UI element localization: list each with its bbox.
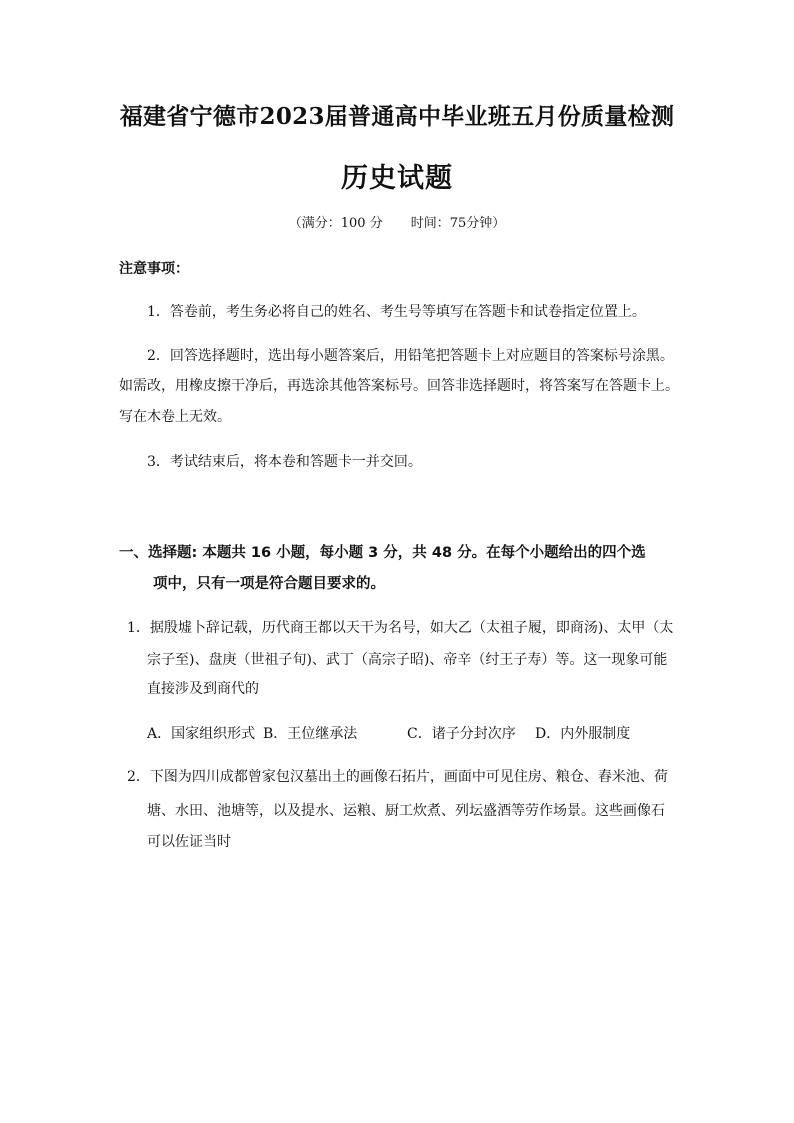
notice-item-2-line-2: 如需改，用橡皮擦干净后，再选涂其他答案标号。回答非选择题时，将答案写在答题卡上。 [119, 378, 679, 394]
notice-item-2-line-3: 写在木卷上无效。 [119, 409, 231, 425]
option-a: A．国家组织形式 [147, 726, 256, 742]
question-2-line-1: 2．下图为四川成都曾家包汉墓出土的画像石拓片，画面中可见住房、粮仓、舂米池、荷 [127, 769, 668, 785]
question-2-line-2: 塘、水田、池塘等，以及提水、运粮、厨工炊煮、列坛盛酒等劳作场景。这些画像石 [147, 803, 665, 819]
score-info: （满分：100 分 [288, 216, 383, 231]
notice-item-2-line-1: 2．回答选择题时，选出每小题答案后，用铅笔把答题卡上对应题目的答案标号涂黑。 [147, 348, 674, 364]
option-b: B．王位继承法 [263, 726, 358, 742]
section-heading-line-1: 一、选择题: 本题共 16 小题，每小题 3 分，共 48 分。在每个小题给出的四个选 [119, 545, 646, 561]
section-heading-line-2: 项中，只有一项是符合题目要求的。 [153, 576, 385, 592]
question-1-line-3: 直接涉及到商代的 [147, 681, 259, 697]
exam-title: 福建省宁德市2023届普通高中毕业班五月份质量检测 [119, 103, 675, 130]
notice-heading: 注意事项： [119, 261, 189, 277]
question-2-line-3: 可以佐证当时 [147, 834, 231, 850]
option-c: C．诸子分封次序 [407, 726, 516, 742]
exam-meta [0, 212, 794, 231]
question-1-line-1: 1．据殷墟卜辞记载，历代商王都以天干为名号，如大乙（太祖子履，即商汤)、太甲（太 [127, 620, 674, 636]
subject-title: 历史试题 [341, 163, 453, 194]
notice-item-3: 3．考试结束后，将本卷和答题卡一并交回。 [147, 454, 422, 470]
time-info: 时间：75分钟） [410, 216, 506, 231]
notice-item-1: 1．答卷前，考生务必将自己的姓名、考生号等填写在答题卡和试卷指定位置上。 [147, 304, 646, 320]
question-1-line-2: 宗子至)、盘庚（世祖子旬)、武丁（高宗子昭)、帝辛（纣王子寿）等。这一现象可能 [147, 652, 668, 668]
question-1-options [147, 719, 630, 749]
option-d: D．内外服制度 [535, 726, 631, 742]
